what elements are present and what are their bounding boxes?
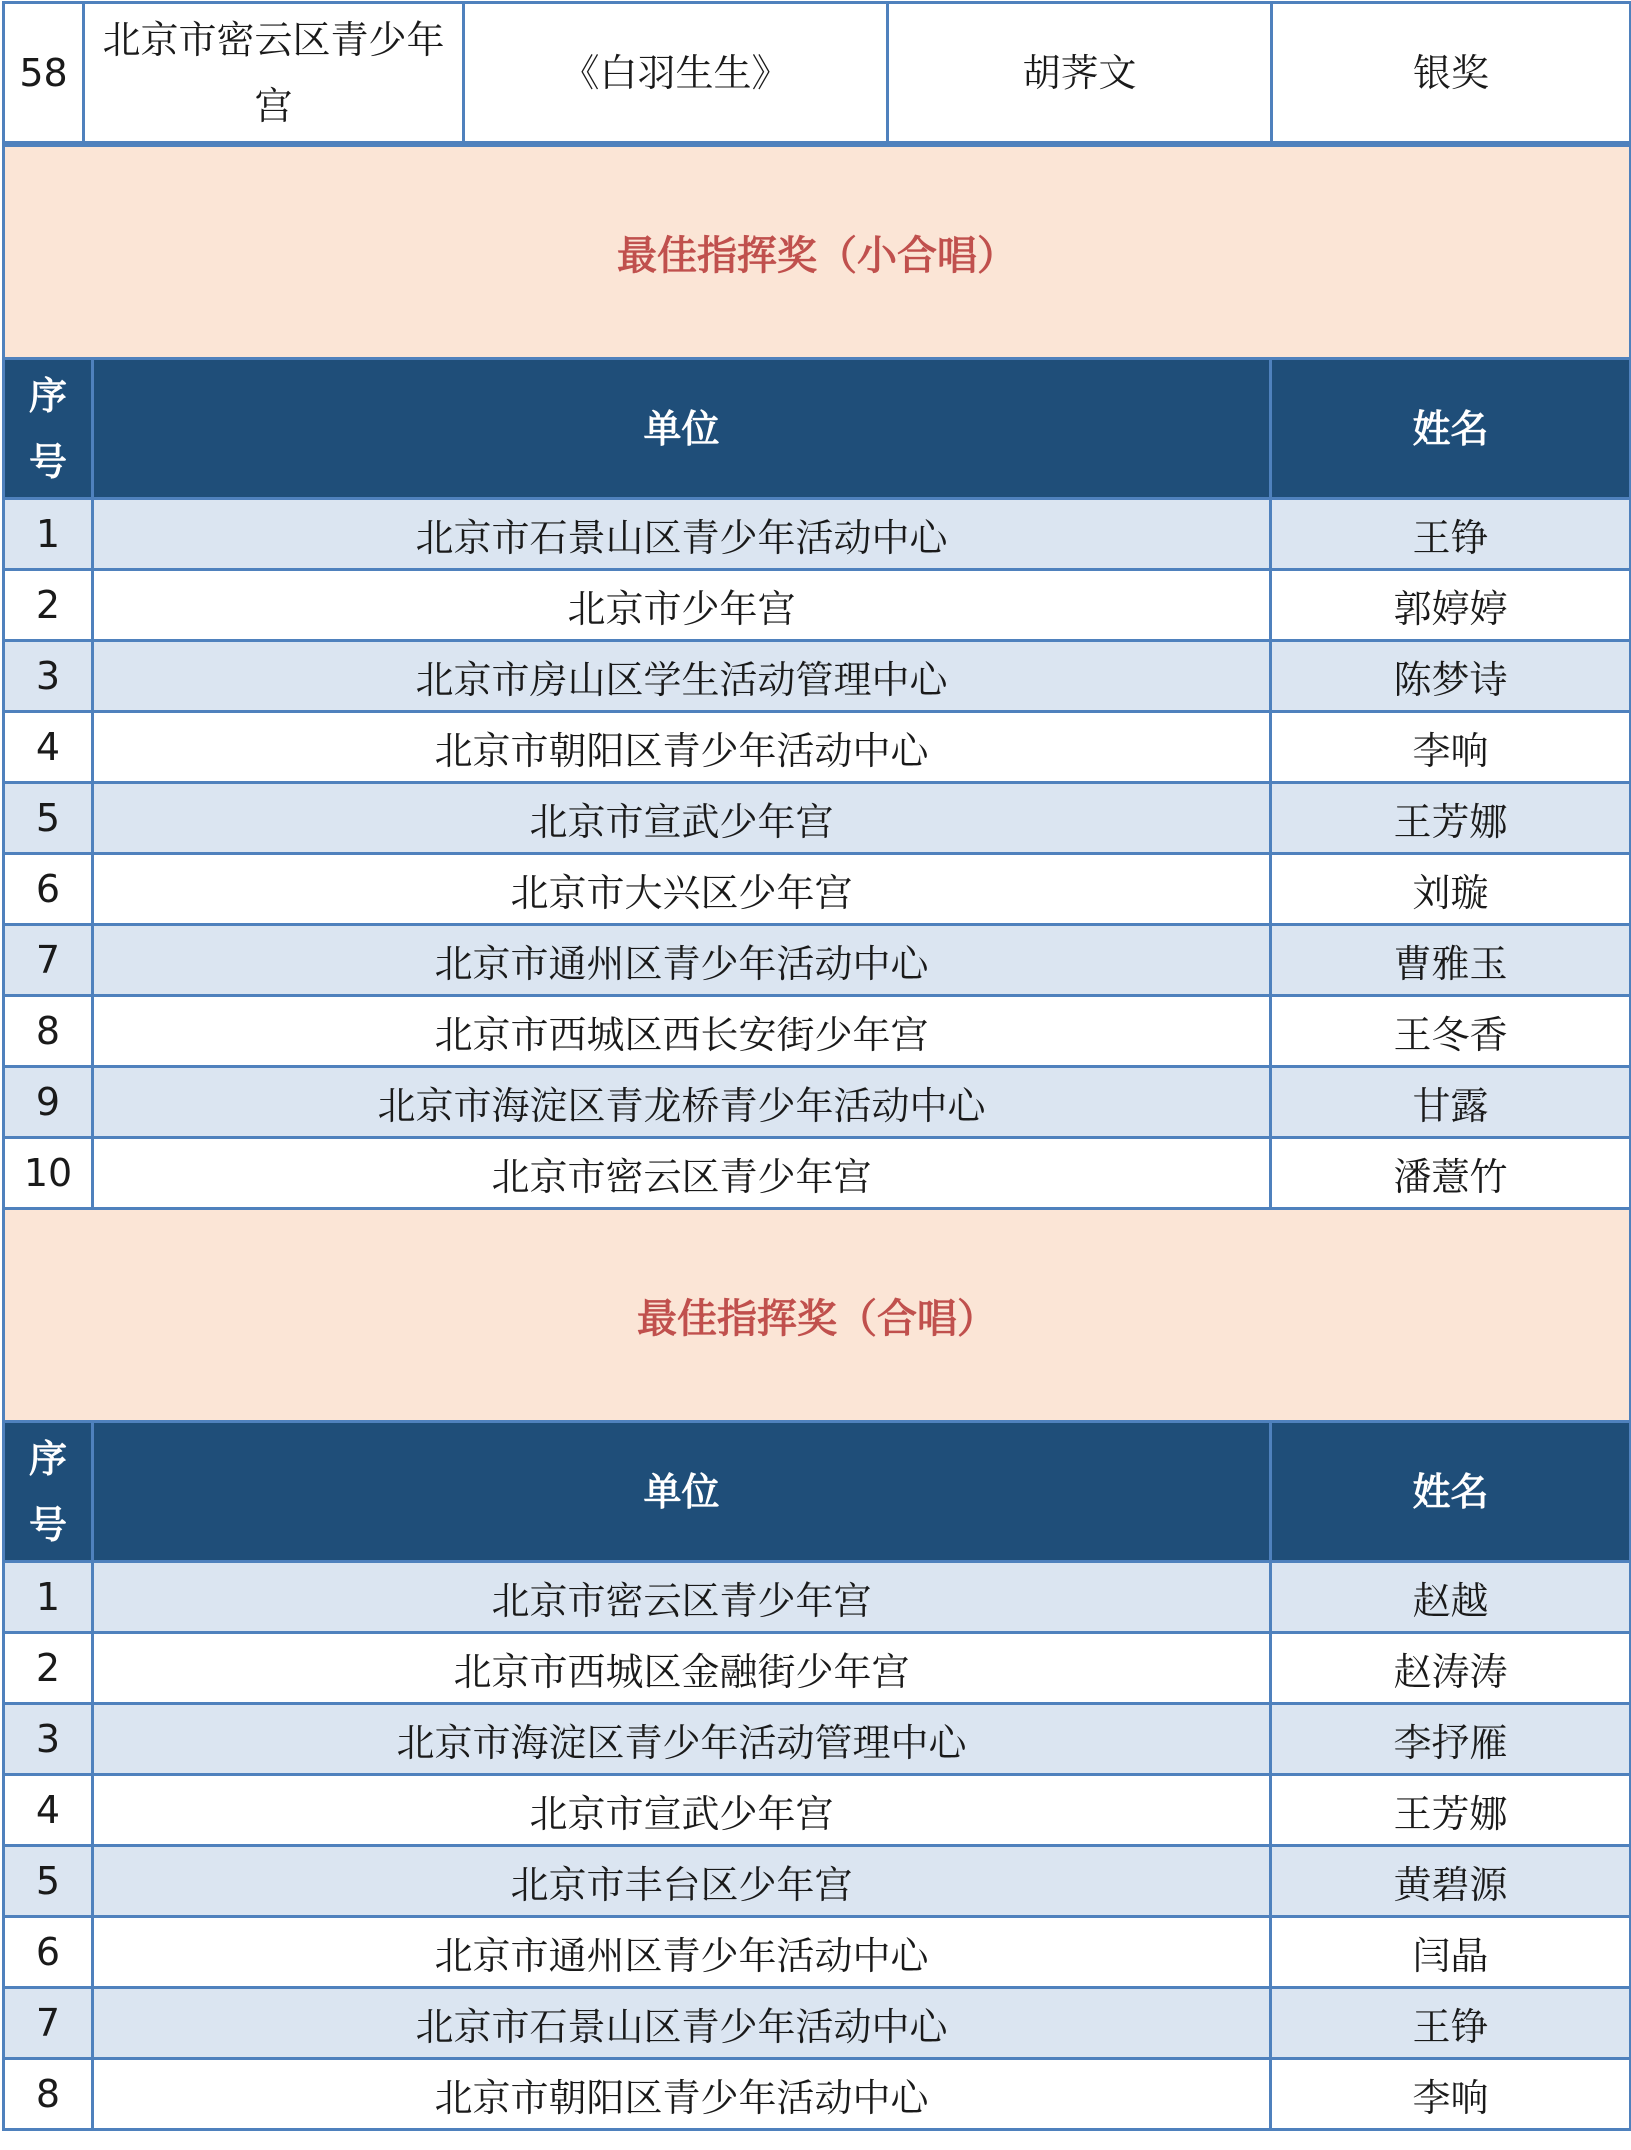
award-document: [2, 1, 1629, 2131]
row-name: 赵涛涛: [1271, 1633, 1631, 1704]
row-index: 58: [4, 3, 84, 143]
row-index: 4: [4, 1775, 93, 1846]
row-unit: 北京市宣武少年宫: [93, 783, 1271, 854]
header-index: 序号: [4, 359, 93, 499]
row-unit: 北京市宣武少年宫: [93, 1775, 1271, 1846]
table-row: [4, 1988, 1631, 2059]
table-row: [4, 1846, 1631, 1917]
row-unit: 北京市西城区西长安街少年宫: [93, 996, 1271, 1067]
row-award: 银奖: [1272, 3, 1631, 143]
row-unit: 北京市朝阳区青少年活动中心: [93, 712, 1271, 783]
previous-award-table: [2, 1, 1631, 144]
table-row: [4, 712, 1631, 783]
table-row: [4, 3, 1631, 143]
row-index: 3: [4, 641, 93, 712]
table-row: [4, 2059, 1631, 2130]
table-row: [4, 1704, 1631, 1775]
row-unit: 北京市朝阳区青少年活动中心: [93, 2059, 1271, 2130]
row-name: 王芳娜: [1271, 1775, 1631, 1846]
row-name: 陈梦诗: [1271, 641, 1631, 712]
section-title-row: [4, 146, 1631, 359]
row-index: 7: [4, 1988, 93, 2059]
row-name: 甘露: [1271, 1067, 1631, 1138]
row-name: 赵越: [1271, 1562, 1631, 1633]
row-unit: 北京市丰台区少年宫: [93, 1846, 1271, 1917]
table-row: [4, 1775, 1631, 1846]
row-unit: 北京市西城区金融街少年宫: [93, 1633, 1271, 1704]
row-index: 3: [4, 1704, 93, 1775]
row-name: 王铮: [1271, 499, 1631, 570]
row-index: 1: [4, 499, 93, 570]
row-index: 2: [4, 570, 93, 641]
table-row: [4, 1633, 1631, 1704]
row-index: 10: [4, 1138, 93, 1209]
row-index: 7: [4, 925, 93, 996]
table-row: [4, 1138, 1631, 1209]
table-row: [4, 925, 1631, 996]
header-name: 姓名: [1271, 359, 1631, 499]
row-unit: 北京市密云区青少年宫: [93, 1562, 1271, 1633]
row-unit: 北京市石景山区青少年活动中心: [93, 499, 1271, 570]
row-index: 4: [4, 712, 93, 783]
row-name: 王铮: [1271, 1988, 1631, 2059]
row-index: 1: [4, 1562, 93, 1633]
row-unit: 北京市密云区青少年宫: [93, 1138, 1271, 1209]
row-index: 8: [4, 996, 93, 1067]
table-row: [4, 854, 1631, 925]
row-unit: 北京市少年宫: [93, 570, 1271, 641]
table-row: [4, 499, 1631, 570]
row-index: 6: [4, 1917, 93, 1988]
table-row: [4, 570, 1631, 641]
row-name: 曹雅玉: [1271, 925, 1631, 996]
row-person: 胡荠文: [888, 3, 1272, 143]
header-unit: 单位: [93, 1422, 1271, 1562]
row-name: 刘璇: [1271, 854, 1631, 925]
row-name: 黄碧源: [1271, 1846, 1631, 1917]
header-unit: 单位: [93, 359, 1271, 499]
section-title: 最佳指挥奖（小合唱）: [4, 146, 1631, 359]
best-conductor-small-choir-table: [2, 144, 1631, 2131]
row-unit: 北京市通州区青少年活动中心: [93, 1917, 1271, 1988]
table-row: [4, 1067, 1631, 1138]
row-unit: 北京市石景山区青少年活动中心: [93, 1988, 1271, 2059]
table-row: [4, 1917, 1631, 1988]
section-title: 最佳指挥奖（合唱）: [4, 1209, 1631, 1422]
table-row: [4, 1562, 1631, 1633]
row-name: 李抒雁: [1271, 1704, 1631, 1775]
header-row: [4, 359, 1631, 499]
row-name: 王冬香: [1271, 996, 1631, 1067]
row-index: 2: [4, 1633, 93, 1704]
row-index: 6: [4, 854, 93, 925]
row-unit: 北京市大兴区少年宫: [93, 854, 1271, 925]
header-index: 序号: [4, 1422, 93, 1562]
row-name: 潘薏竹: [1271, 1138, 1631, 1209]
row-index: 5: [4, 1846, 93, 1917]
row-index: 9: [4, 1067, 93, 1138]
row-name: 李响: [1271, 2059, 1631, 2130]
row-unit: 北京市海淀区青龙桥青少年活动中心: [93, 1067, 1271, 1138]
section-title-row: [4, 1209, 1631, 1422]
row-unit: 北京市通州区青少年活动中心: [93, 925, 1271, 996]
row-unit: 北京市房山区学生活动管理中心: [93, 641, 1271, 712]
header-row: [4, 1422, 1631, 1562]
row-work: 《白羽生生》: [464, 3, 888, 143]
row-name: 闫晶: [1271, 1917, 1631, 1988]
table-row: [4, 641, 1631, 712]
row-index: 8: [4, 2059, 93, 2130]
row-name: 王芳娜: [1271, 783, 1631, 854]
row-unit: 北京市海淀区青少年活动管理中心: [93, 1704, 1271, 1775]
header-name: 姓名: [1271, 1422, 1631, 1562]
row-name: 郭婷婷: [1271, 570, 1631, 641]
row-index: 5: [4, 783, 93, 854]
table-row: [4, 783, 1631, 854]
row-unit: 北京市密云区青少年宫: [84, 3, 464, 143]
row-name: 李响: [1271, 712, 1631, 783]
table-row: [4, 996, 1631, 1067]
